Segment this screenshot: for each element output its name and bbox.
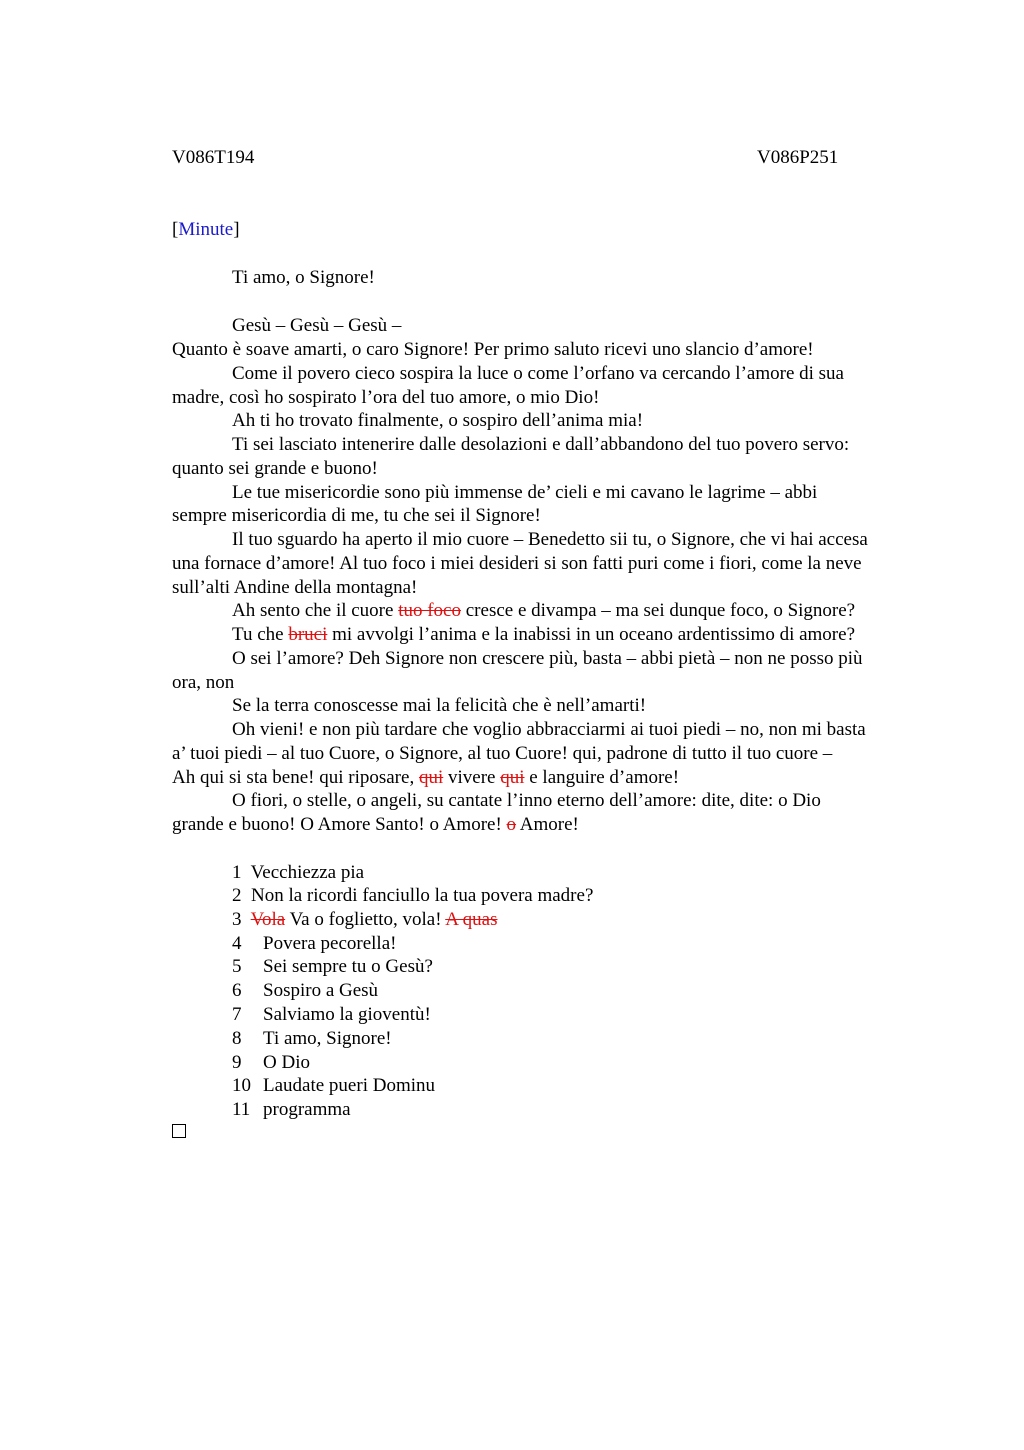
- text-line: madre, così ho sospirato l’ora del tuo amore, o mio Dio!: [172, 387, 600, 408]
- deleted-text: tuo foco: [398, 600, 461, 621]
- text-line: [172, 766, 679, 790]
- list-number: 5: [232, 956, 242, 977]
- checkbox-square-icon: [172, 1124, 186, 1138]
- text-line: O sei l’amore? Deh Signore non crescere più, basta – abbi pietà – non ne posso più: [232, 648, 863, 669]
- list-text: programma: [263, 1099, 351, 1120]
- text-line: sull’alti Andine della montagna!: [172, 577, 418, 598]
- list-text: Ti amo, Signore!: [263, 1028, 392, 1049]
- list-text: Salviamo la gioventù!: [263, 1004, 431, 1025]
- text-line: Il tuo sguardo ha aperto il mio cuore – Benedetto sii tu, o Signore, che vi hai accesa: [232, 529, 868, 550]
- deleted-text: A quas: [445, 909, 498, 930]
- list-number: 11: [232, 1099, 251, 1120]
- list-number: 2: [232, 885, 242, 906]
- list-item: [232, 861, 364, 885]
- text-line: ora, non: [172, 672, 235, 693]
- text-segment: grande e buono! O Amore Santo! o Amore!: [172, 814, 507, 835]
- text-segment: Ah qui si sta bene! qui riposare,: [172, 767, 419, 788]
- list-item: [232, 932, 396, 956]
- list-number: 7: [232, 1004, 242, 1025]
- minute-link[interactable]: Minute: [178, 219, 234, 240]
- text-line: Come il povero cieco sospira la luce o come l’orfano va cercando l’amore di sua: [232, 363, 844, 384]
- text-line: [172, 813, 579, 837]
- text-line: a’ tuoi piedi – al tuo Cuore, o Signore, al tuo Cuore! qui, padrone di tutto il tuo cuore –: [172, 743, 833, 764]
- text-line: O fiori, o stelle, o angeli, su cantate l’inno eterno dell’amore: dite, dite: o Dio: [232, 790, 821, 811]
- text-line: Oh vieni! e non più tardare che voglio abbracciarmi ai tuoi piedi – no, non mi basta: [232, 719, 866, 740]
- list-number: 9: [232, 1052, 242, 1073]
- page-title: Ti amo, o Signore!: [232, 267, 375, 288]
- list-number: 6: [232, 980, 242, 1001]
- deleted-text: qui: [418, 767, 444, 788]
- text-segment: e languire d’amore!: [524, 767, 680, 788]
- list-number: 4: [232, 933, 242, 954]
- text-segment: Amore!: [516, 814, 579, 835]
- header-left-code: V086T194: [172, 147, 255, 168]
- text-line: Ti sei lasciato intenerire dalle desolazioni e dall’abbandono del tuo povero servo:: [232, 434, 850, 455]
- list-item: [232, 1051, 310, 1075]
- list-number: 10: [232, 1075, 251, 1096]
- text-segment: mi avvolgi l’anima e la inabissi in un oceano ardentissimo di amore?: [327, 624, 855, 645]
- text-segment: vivere: [443, 767, 501, 788]
- text-line: sempre misericordia di me, tu che sei il Signore!: [172, 505, 541, 526]
- list-item: [232, 908, 497, 932]
- list-number: 3: [232, 909, 242, 930]
- text-segment: cresce e divampa – ma sei dunque foco, o Signore?: [461, 600, 856, 621]
- list-text: Non la ricordi fanciullo la tua povera madre?: [251, 885, 594, 906]
- list-item: [232, 1098, 351, 1122]
- deleted-text: o: [506, 814, 517, 835]
- list-text: Laudate pueri Dominu: [263, 1075, 436, 1096]
- text-line: Quanto è soave amarti, o caro Signore! Per primo saluto ricevi uno slancio d’amore!: [172, 339, 814, 360]
- text-line: [232, 623, 855, 647]
- list-number: 8: [232, 1028, 242, 1049]
- list-text: Povera pecorella!: [263, 933, 397, 954]
- deleted-text: bruci: [288, 624, 328, 645]
- list-item: [232, 1027, 392, 1051]
- list-number: 1: [232, 862, 242, 883]
- text-line: Ah ti ho trovato finalmente, o sospiro dell’anima mia!: [232, 410, 644, 431]
- text-line: Se la terra conoscesse mai la felicità che è nell’amarti!: [232, 695, 647, 716]
- list-item: [232, 955, 433, 979]
- list-text: Sospiro a Gesù: [263, 980, 379, 1001]
- text-line: una fornace d’amore! Al tuo foco i miei desideri si son fatti puri come i fiori, come la neve: [172, 553, 862, 574]
- list-text: O Dio: [263, 1052, 310, 1073]
- list-text: Vecchiezza pia: [250, 862, 365, 883]
- list-text: Va o foglietto, vola!: [285, 909, 446, 930]
- text-line: Le tue misericordie sono più immense de’ cieli e mi cavano le lagrime – abbi: [232, 482, 818, 503]
- text-segment: Ah sento che il cuore: [232, 600, 399, 621]
- list-item: [232, 884, 593, 908]
- list-item: [232, 1074, 435, 1098]
- list-text: Sei sempre tu o Gesù?: [263, 956, 433, 977]
- header-right-code: V086P251: [757, 147, 839, 168]
- bracket-close: ]: [233, 219, 240, 240]
- text-line: Gesù – Gesù – Gesù –: [232, 315, 402, 336]
- list-item: [232, 979, 378, 1003]
- deleted-text: qui: [500, 767, 525, 788]
- text-line: quanto sei grande e buono!: [172, 458, 378, 479]
- text-line: [232, 599, 855, 623]
- section-label: [172, 218, 240, 242]
- text-segment: Tu che: [232, 624, 289, 645]
- list-item: [232, 1003, 431, 1027]
- deleted-text: Vola: [250, 909, 286, 930]
- bracket-open: [: [172, 219, 179, 240]
